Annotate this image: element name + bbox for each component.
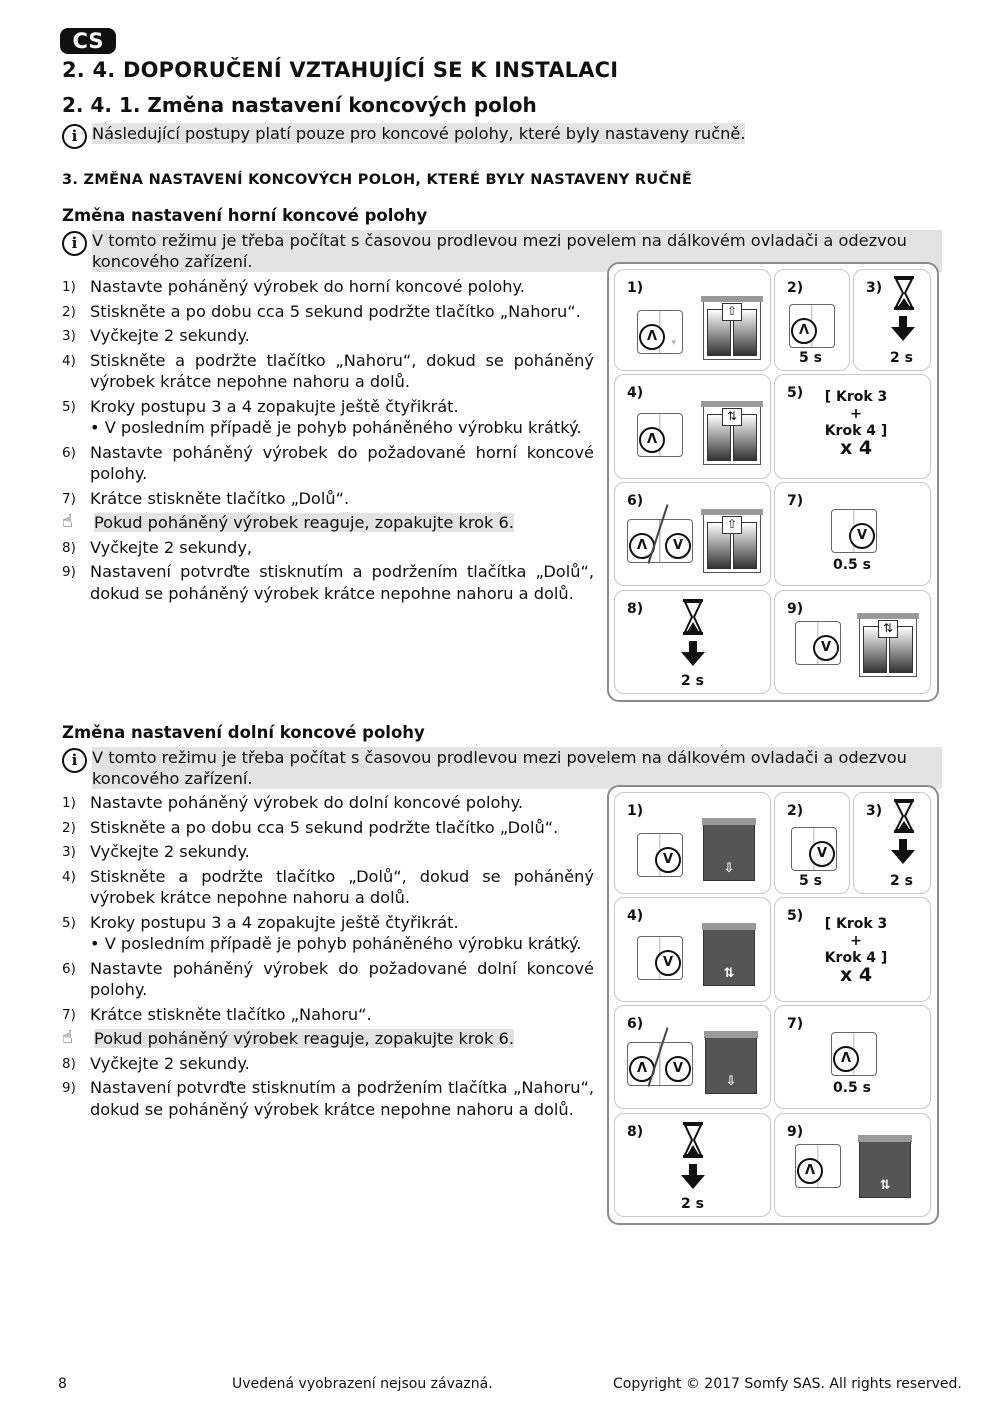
shutter-icon (703, 823, 755, 881)
step-text: Nastavte poháněný výrobek do dolní koncové polohy. (90, 793, 524, 812)
step-item (62, 325, 594, 347)
up-down-arrow-icon: ⇅ (879, 1178, 891, 1193)
upper-limit-title: Změna nastavení horní koncové polohy (62, 206, 428, 225)
fig-panel-6 (614, 1005, 771, 1109)
step-number: 1) (62, 795, 76, 811)
step-text: Stiskněte a podržte tlačítko „Nahoru“, dokud se poháněný výrobek krátce nepohne nahoru a dolů. (90, 350, 594, 391)
fig-panel-3 (853, 269, 931, 371)
window-icon (859, 617, 917, 677)
step-number: 8) (62, 1055, 76, 1072)
up-button-icon: Λ (797, 1158, 823, 1184)
step-item (62, 912, 594, 955)
arrow-down-icon (891, 839, 915, 865)
panel-label: 8) (627, 1124, 644, 1140)
down-button-icon: V (655, 950, 681, 976)
step-text: Stiskněte a po dobu cca 5 sekund podržte tlačítko „Nahoru“. (90, 301, 581, 321)
remote-control (789, 304, 835, 348)
step-item (62, 488, 594, 510)
remote-control (637, 936, 683, 980)
lower-figure (607, 785, 939, 1225)
step-item (62, 561, 594, 604)
step-item (62, 537, 594, 559)
panel-label: 5) (787, 908, 804, 924)
remote-control (791, 827, 837, 871)
panel-label: 7) (787, 493, 804, 509)
step-number: 1) (62, 279, 76, 295)
panel-label: 9) (787, 601, 804, 617)
window-icon (703, 300, 761, 360)
window-icon (703, 513, 761, 573)
duration-caption: 5 s (799, 873, 822, 889)
step-text: Vyčkejte 2 sekundy, (90, 537, 253, 557)
up-down-arrow-icon: ⇅ (723, 966, 735, 981)
repeat-end: Krok 4 ] (824, 423, 888, 439)
step-number: 3) (62, 844, 76, 860)
up-button-icon: Λ (639, 427, 665, 453)
step-number: 6) (62, 960, 76, 977)
step-text: Vyčkejte 2 sekundy. (90, 1053, 250, 1073)
remote-control (795, 1144, 841, 1188)
panel-label: 6) (627, 1016, 644, 1032)
fig-panel-7 (774, 482, 931, 586)
step-item (62, 1053, 594, 1075)
step-number: 9) (62, 564, 76, 580)
step-number: 3) (62, 328, 76, 344)
up-arrow-icon: ⇧ (722, 516, 742, 534)
panel-label: 2) (787, 280, 804, 296)
hint-item (62, 512, 594, 534)
step-item (62, 1077, 594, 1120)
fig-panel-2 (774, 269, 850, 371)
panel-label: 5) (787, 385, 804, 401)
fig-panel-5 (774, 374, 931, 479)
page-number: 8 (58, 1376, 67, 1392)
hand-icon: ☝ (62, 1027, 73, 1048)
repeat-start: [ Krok 3 (824, 389, 888, 405)
fig-panel-3 (853, 792, 931, 894)
step-number: 5) (62, 914, 76, 931)
step-text: Vyčkejte 2 sekundy. (90, 842, 250, 861)
step-text: Kroky postupu 3 a 4 zopakujte ještě čtyřikrát. (90, 912, 459, 932)
panel-label: 9) (787, 1124, 804, 1140)
repeat-start: [ Krok 3 (824, 916, 888, 932)
step-text: Nastavte poháněný výrobek do požadované horní koncové polohy. (90, 442, 594, 483)
arrow-down-icon (891, 316, 915, 342)
footer-disclaimer: Uvedená vyobrazení nejsou závazná. (232, 1376, 493, 1392)
fig-panel-1 (614, 792, 771, 894)
repeat-count: x 4 (839, 964, 873, 986)
step-number: 6) (62, 444, 76, 461)
step-number: 5) (62, 398, 76, 415)
up-arrow-icon: ⇧ (722, 303, 742, 321)
step-text: Stiskněte a po dobu cca 5 sekund podržte tlačítko „Dolů“. (90, 817, 559, 837)
down-button-icon: V (655, 847, 681, 873)
arrow-down-icon (681, 641, 705, 667)
down-button-icon: V (665, 1056, 691, 1082)
step-number: 7) (62, 490, 76, 507)
fig-panel-1 (614, 269, 771, 371)
step-text: Krátce stiskněte tlačítko „Nahoru“. (90, 1004, 372, 1024)
lower-note (62, 747, 942, 789)
lower-limit-title: Změna nastavení dolní koncové polohy (62, 723, 425, 742)
step-text: Nastavte poháněný výrobek do horní koncové polohy. (90, 277, 525, 296)
panel-label: 4) (627, 908, 644, 924)
remote-control (637, 833, 683, 877)
step-text: Kroky postupu 3 a 4 zopakujte ještě čtyřikrát. (90, 396, 459, 416)
remote-control (831, 1032, 877, 1076)
subsection-heading: 2. 4. 1. Změna nastavení koncových poloh (62, 93, 537, 117)
window-icon (703, 405, 761, 465)
duration-caption: 2 s (890, 873, 913, 889)
down-button-icon: V (849, 523, 875, 549)
step-item (62, 350, 594, 393)
step-item (62, 958, 594, 1001)
step-number: 4) (62, 352, 76, 369)
down-button-icon: V (809, 841, 835, 867)
repeat-count: x 4 (839, 437, 873, 459)
upper-figure (607, 262, 939, 702)
arrow-down-icon (681, 1164, 705, 1190)
step-item (62, 301, 594, 323)
hint-item (62, 1028, 594, 1050)
info-icon: i (62, 748, 87, 773)
upper-steps-list (62, 276, 594, 607)
down-arrow-icon: ⇩ (725, 1074, 737, 1089)
repeat-end: Krok 4 ] (824, 950, 888, 966)
info-icon: i (62, 124, 87, 149)
panel-label: 3) (866, 803, 883, 819)
step-text: Stiskněte a podržte tlačítko „Dolů“, dokud se poháněný výrobek krátce nepohne nahoru a dolů. (90, 866, 594, 907)
duration-caption: 5 s (799, 350, 822, 366)
repeat-instruction (811, 389, 901, 457)
fig-panel-9 (774, 1113, 931, 1217)
up-down-arrow-icon: ⇅ (722, 408, 742, 426)
step-item (62, 442, 594, 485)
step-subnote: • V posledním případě je pohyb poháněného výrobku krátký. (90, 934, 582, 953)
step-number: 7) (62, 1006, 76, 1023)
panel-label: 1) (627, 280, 644, 296)
lower-note-text: V tomto režimu je třeba počítat s časovou prodlevou mezi povelem na dálkovém ovladači a odezvou koncového zařízení. (92, 747, 942, 789)
up-button-icon: Λ (833, 1046, 859, 1072)
up-down-arrow-icon: ⇅ (878, 620, 898, 638)
step-item (62, 396, 594, 439)
up-button-icon: Λ (791, 318, 817, 344)
section-heading: 2. 4. DOPORUČENÍ VZTAHUJÍCÍ SE K INSTALACI (62, 58, 619, 82)
step-item (62, 792, 594, 814)
upper-note-text: V tomto režimu je třeba počítat s časovou prodlevou mezi povelem na dálkovém ovladači a odezvou koncového zařízení. (92, 230, 942, 272)
step-text: Krátce stiskněte tlačítko „Dolů“. (90, 488, 350, 508)
fig-panel-9 (774, 590, 931, 694)
step-item (62, 866, 594, 909)
step-text: Nastavte poháněný výrobek do požadované dolní koncové polohy. (90, 958, 594, 999)
step-item (62, 276, 594, 298)
shutter-icon (703, 928, 755, 986)
step-number: 4) (62, 868, 76, 885)
repeat-plus: + (850, 406, 862, 422)
step-number: 2) (62, 303, 76, 320)
language-badge: CS (60, 28, 116, 54)
panel-label: 6) (627, 493, 644, 509)
duration-caption: 0.5 s (833, 1080, 872, 1096)
info-note-text: Následující postupy platí pouze pro koncové polohy, které byly nastaveny ručně. (92, 124, 746, 143)
step-number: 2) (62, 819, 76, 836)
fig-panel-4 (614, 374, 771, 479)
shutter-icon (859, 1140, 911, 1198)
remote-control: Λ ▾ (637, 310, 683, 354)
fig-panel-2 (774, 792, 850, 894)
step-item (62, 817, 594, 839)
footer-copyright: Copyright © 2017 Somfy SAS. All rights reserved. (613, 1376, 962, 1392)
up-button-icon: Λ (629, 533, 655, 559)
panel-label: 8) (627, 601, 644, 617)
duration-caption: 2 s (681, 1196, 704, 1212)
fig-panel-8 (614, 590, 771, 694)
hourglass-icon (894, 276, 914, 310)
up-button-icon: Λ (629, 1056, 655, 1082)
info-icon: i (62, 231, 87, 256)
fig-panel-8 (614, 1113, 771, 1217)
fig-panel-4 (614, 897, 771, 1002)
panel-label: 3) (866, 280, 883, 296)
down-button-icon: V (813, 635, 839, 661)
down-arrow-icon: ⇩ (723, 861, 735, 876)
procedure-heading: 3. ZMĚNA NASTAVENÍ KONCOVÝCH POLOH, KTERÉ BYLY NASTAVENY RUČNĚ (62, 172, 693, 188)
hint-text: Pokud poháněný výrobek reaguje, zopakujte krok 6. (94, 1029, 515, 1048)
duration-caption: 0.5 s (833, 557, 872, 573)
down-button-icon: V (665, 533, 691, 559)
fig-panel-7 (774, 1005, 931, 1109)
step-subnote: • V posledním případě je pohyb poháněného výrobku krátký. (90, 418, 582, 437)
hourglass-icon (683, 599, 703, 635)
remote-control (795, 621, 841, 665)
panel-label: 4) (627, 385, 644, 401)
hourglass-icon (683, 1122, 703, 1158)
step-number: 9) (62, 1080, 76, 1096)
step-text: Nastavení potvrďte stisknutím a podržením tlačítka „Dolů“, dokud se poháněný výrobek krátce nepohne nahoru a dolů. (90, 562, 594, 603)
duration-caption: 2 s (681, 673, 704, 689)
repeat-plus: + (850, 933, 862, 949)
step-item (62, 1004, 594, 1026)
panel-label: 1) (627, 803, 644, 819)
hourglass-icon (894, 799, 914, 833)
remote-control (831, 509, 877, 553)
step-text: Vyčkejte 2 sekundy. (90, 326, 250, 345)
fig-panel-5 (774, 897, 931, 1002)
step-number: 8) (62, 539, 76, 556)
info-note (62, 123, 745, 149)
up-button-icon: Λ (639, 324, 665, 350)
panel-label: 7) (787, 1016, 804, 1032)
hand-icon: ☝ (62, 511, 73, 532)
step-item (62, 841, 594, 863)
hint-text: Pokud poháněný výrobek reaguje, zopakujte krok 6. (94, 513, 515, 532)
step-text: Nastavení potvrďte stisknutím a podržením tlačítka „Nahoru“, dokud se poháněný výrobek krátce nepohne nahoru a dolů. (90, 1078, 594, 1119)
remote-control (637, 413, 683, 457)
lower-steps-list (62, 792, 594, 1123)
repeat-instruction (811, 916, 901, 984)
duration-caption: 2 s (890, 350, 913, 366)
shutter-icon (705, 1036, 757, 1094)
panel-label: 2) (787, 803, 804, 819)
fig-panel-6 (614, 482, 771, 586)
